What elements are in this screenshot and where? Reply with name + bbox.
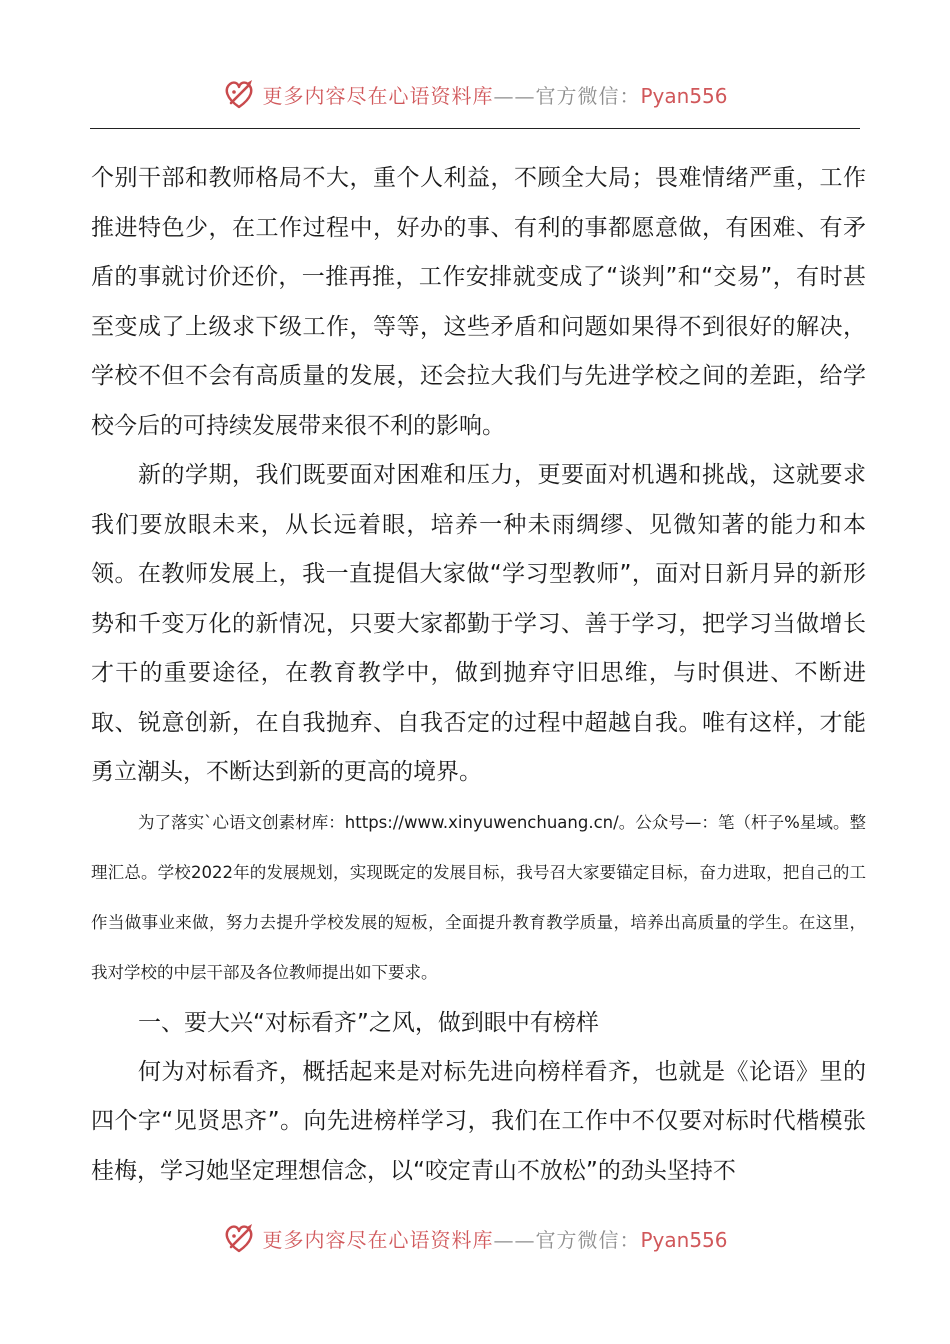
footer-banner-main: 更多内容尽在心语资料库 (262, 1227, 494, 1252)
section-heading-1: 一、要大兴“对标看齐”之风，做到眼中有榜样 (138, 1009, 599, 1036)
header-banner-sep: —— (493, 83, 536, 108)
footer-banner-sep: —— (493, 1227, 536, 1252)
footer-banner-wechat: 官方微信： (535, 1227, 641, 1252)
header-banner-id: Pyan556 (640, 83, 728, 108)
footer-banner (222, 1221, 727, 1255)
page-header (0, 72, 950, 116)
heart-brush-logo-icon (222, 1221, 256, 1255)
header-banner-text (262, 80, 727, 109)
document-body (91, 154, 866, 1196)
header-banner-main: 更多内容尽在心语资料库 (262, 83, 494, 108)
paragraph-1: 个别干部和教师格局不大，重个人利益，不顾全大局；畏难情绪严重，工作推进特色少，在工作过程中，好办的事、有利的事都愿意做，有困难、有矛盾的事就讨价还价，一推再推，工作安排就变成了“谈判”和“交易”，有时甚至变成了上级求下级工作，等等，这些矛盾和问题如果得不到很好的解决，学校不但不会有高质量的发展，还会拉大我们与先进学校之间的差距，给学校今后的可持续发展带来很不利的影响。 (91, 165, 866, 439)
header-divider (90, 128, 860, 129)
page-footer (0, 1216, 950, 1260)
footer-banner-text (262, 1224, 727, 1253)
header-banner-wechat: 官方微信： (535, 83, 641, 108)
heart-brush-logo-icon (222, 77, 256, 111)
paragraph-2: 新的学期，我们既要面对困难和压力，更要面对机遇和挑战，这就要求我们要放眼未来，从长远着眼，培养一种未雨绸缪、见微知著的能力和本领。在教师发展上，我一直提倡大家做“学习型教师”，面对日新月异的新形势和千变万化的新情况，只要大家都勤于学习、善于学习，把学习当做增长才干的重要途径，在教育教学中，做到抛弃守旧思维，与时俱进、不断进取、锐意创新，在自我抛弃、自我否定的过程中超越自我。唯有这样，才能勇立潮头，不断达到新的更高的境界。 (91, 462, 866, 785)
header-banner (222, 77, 727, 111)
footer-banner-id: Pyan556 (640, 1227, 728, 1252)
paragraph-3-small: 为了落实`心语文创素材库：https://www.xinyuwenchuang.cn/。公众号—：笔（杆子%星域。整理汇总。学校2022年的发展规划，实现既定的发展目标，我号召大家要锚定目标，奋力进取，把自己的工作当做事业来做，努力去提升学校发展的短板，全面提升教育教学质量，培养出高质量的学生。在这里，我对学校的中层干部及各位教师提出如下要求。 (91, 812, 866, 982)
paragraph-4: 何为对标看齐，概括起来是对标先进向榜样看齐，也就是《论语》里的四个字“见贤思齐”。向先进榜样学习，我们在工作中不仅要对标时代楷模张桂梅，学习她坚定理想信念，以“咬定青山不放松”的劲头坚持不 (91, 1058, 866, 1184)
